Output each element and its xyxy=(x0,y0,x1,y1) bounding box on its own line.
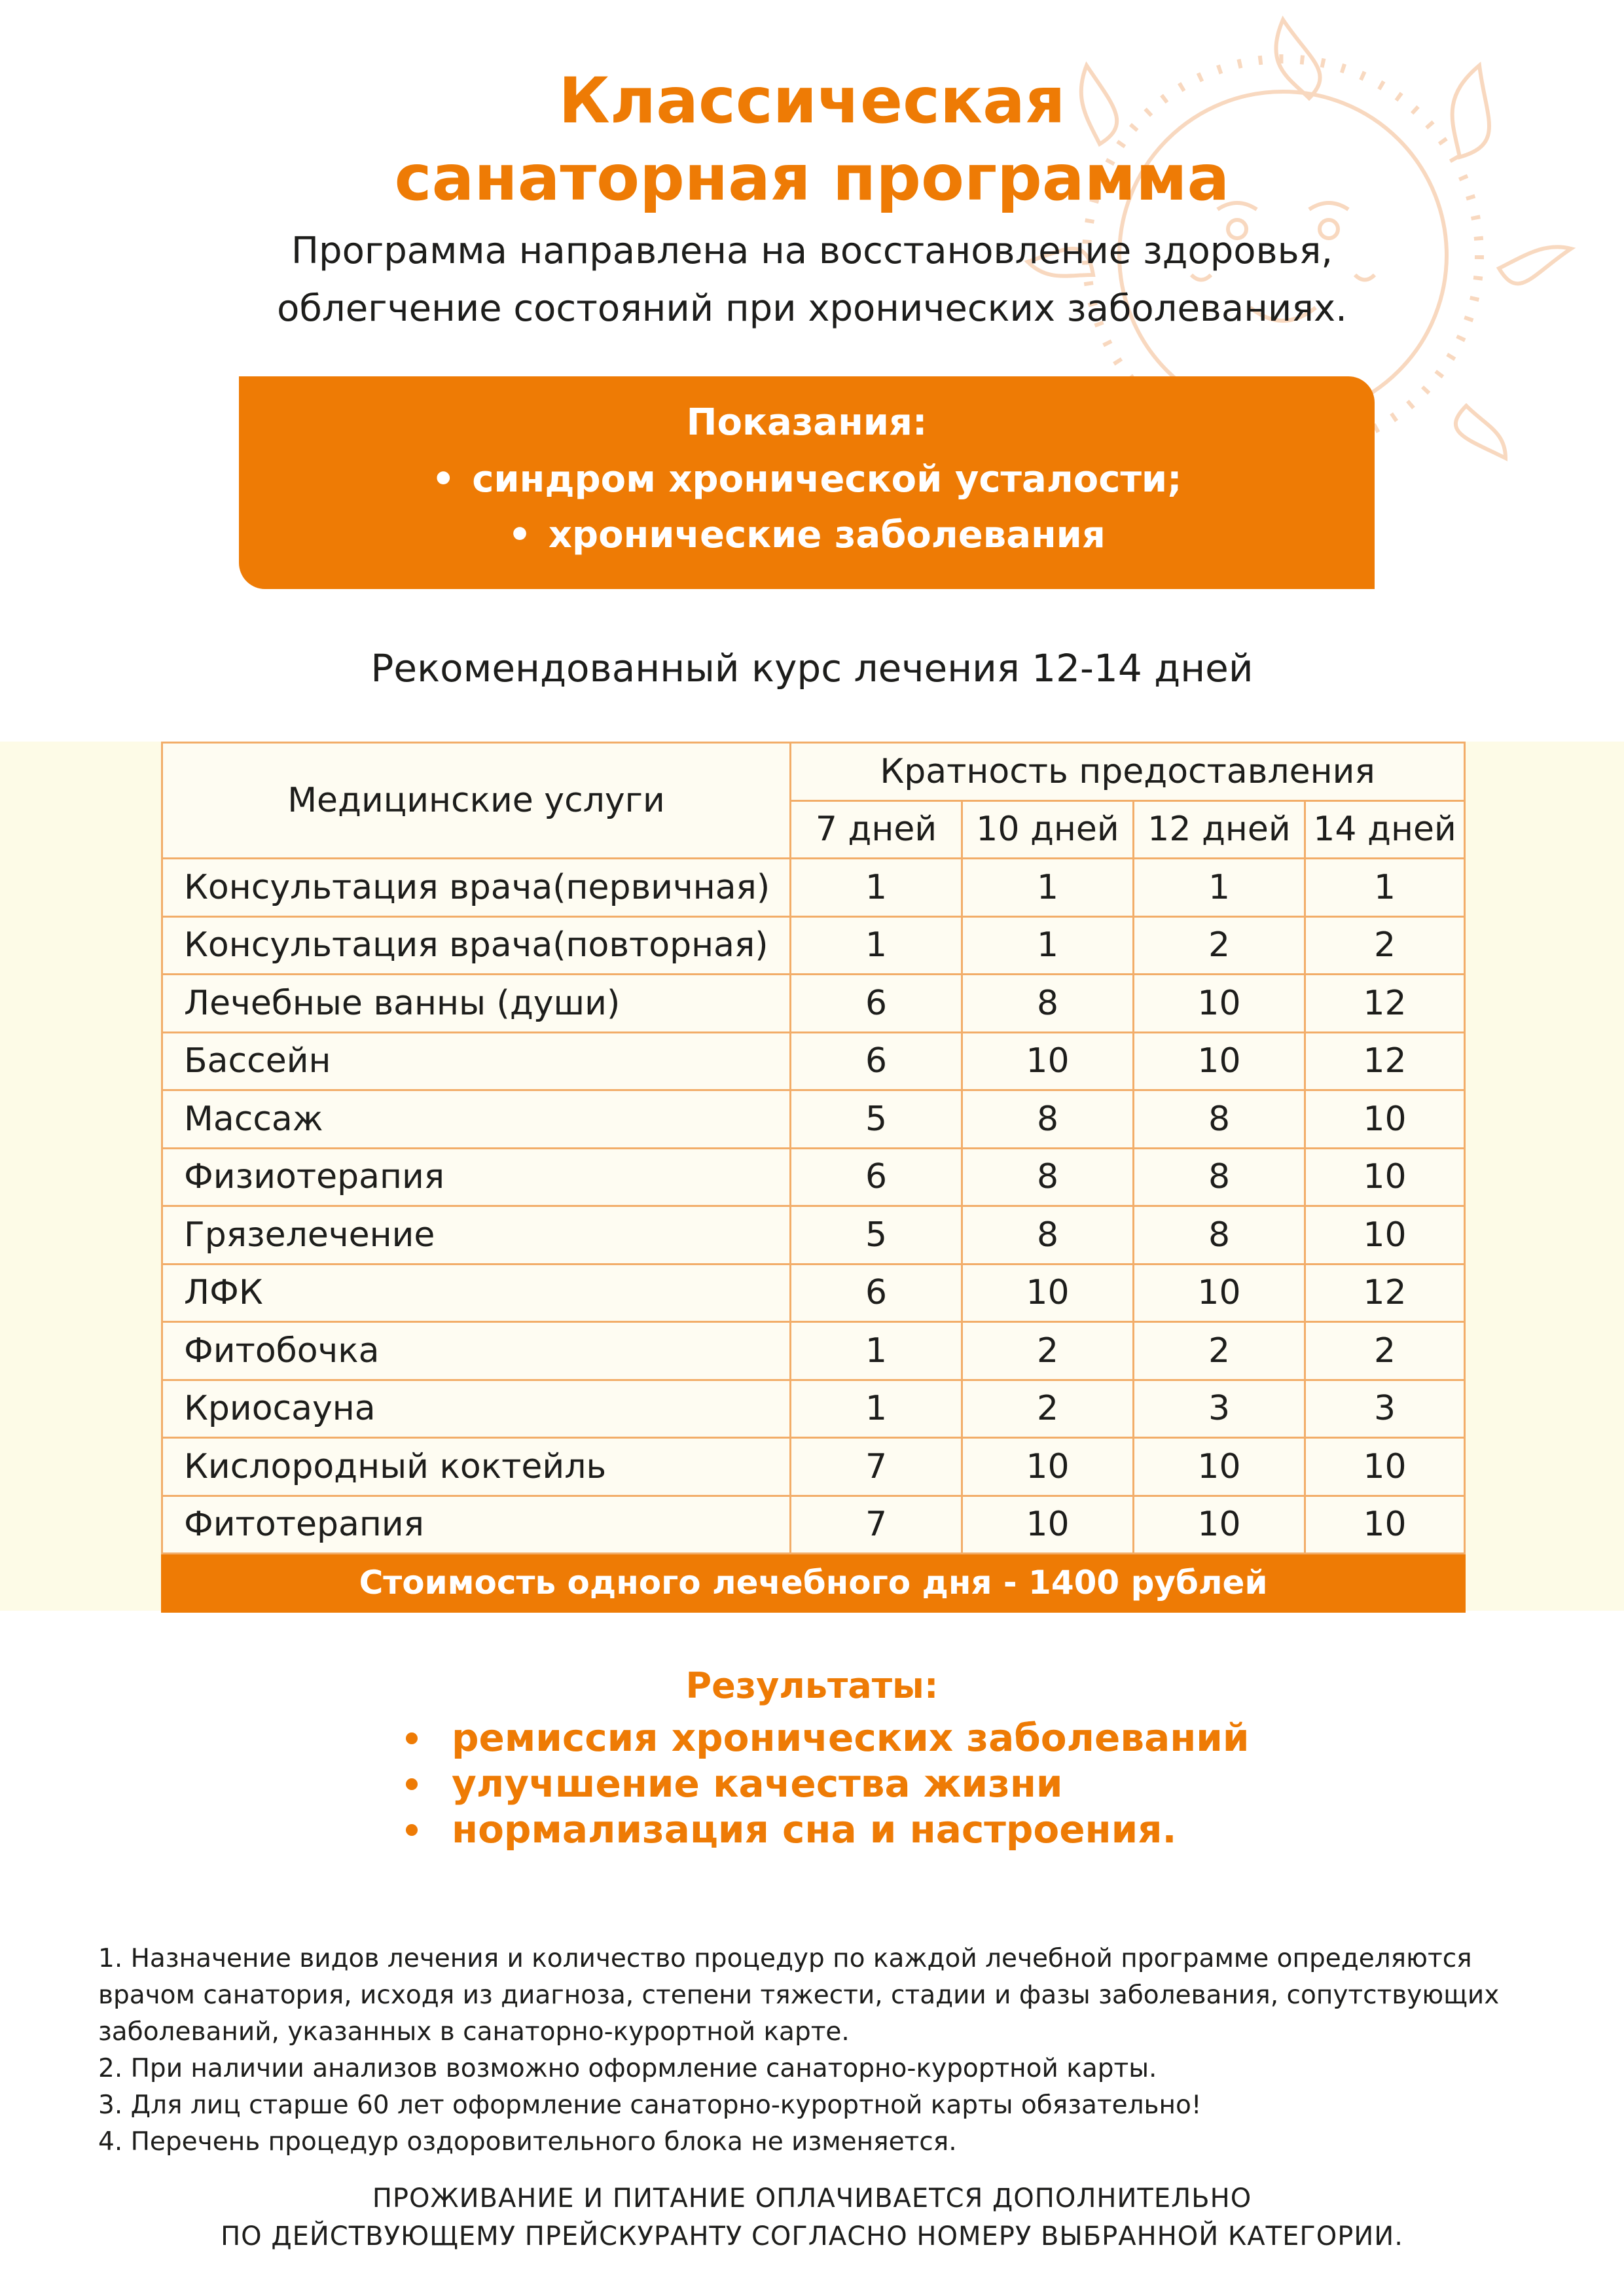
footnote: 4. Перечень процедур оздоровительного блока не изменяется. xyxy=(98,2127,957,2157)
bullet-icon: • xyxy=(508,514,532,556)
table-row xyxy=(162,1264,1465,1322)
recommended-course: Рекомендованный курс лечения 12-14 дней xyxy=(370,646,1254,691)
service-count: 12 xyxy=(1305,1264,1465,1322)
service-count: 12 xyxy=(1305,1032,1465,1090)
bullet-icon xyxy=(406,1824,418,1836)
service-count: 6 xyxy=(791,1032,962,1090)
service-name: Массаж xyxy=(162,1090,791,1149)
service-count: 8 xyxy=(1134,1206,1305,1265)
indications-panel xyxy=(239,376,1375,589)
bullet-icon: • xyxy=(431,458,456,501)
service-count: 8 xyxy=(962,1206,1134,1265)
service-count: 12 xyxy=(1305,975,1465,1033)
service-count: 10 xyxy=(1134,1032,1305,1090)
service-count: 10 xyxy=(1305,1206,1465,1265)
indication-item xyxy=(239,507,1375,563)
result-item xyxy=(406,1715,1250,1761)
service-count: 2 xyxy=(1134,1322,1305,1380)
service-count: 3 xyxy=(1134,1380,1305,1438)
footnote: 2. При наличии анализов возможно оформление санаторно-курортной карты. xyxy=(98,2054,1157,2083)
price-row xyxy=(162,1554,1465,1612)
table-row xyxy=(162,975,1465,1033)
frequency-column-header: Кратность предоставления xyxy=(791,743,1465,801)
service-count: 8 xyxy=(1134,1148,1305,1206)
service-count: 1 xyxy=(791,1380,962,1438)
service-count: 10 xyxy=(1305,1148,1465,1206)
period-header: 10 дней xyxy=(962,800,1134,859)
service-count: 2 xyxy=(1305,1322,1465,1380)
services-column-header: Медицинские услуги xyxy=(162,743,791,859)
result-item xyxy=(406,1761,1250,1806)
service-name: Фитотерапия xyxy=(162,1496,791,1554)
bullet-icon xyxy=(406,1778,418,1790)
service-name: Кислородный коктейль xyxy=(162,1438,791,1496)
service-count: 5 xyxy=(791,1206,962,1265)
service-count: 2 xyxy=(962,1380,1134,1438)
service-name: ЛФК xyxy=(162,1264,791,1322)
title-line-1: Классическая xyxy=(558,64,1066,137)
service-count: 8 xyxy=(962,1148,1134,1206)
program-description xyxy=(0,223,1624,338)
indication-item xyxy=(239,452,1375,507)
footnotes xyxy=(98,1941,1551,2161)
service-count: 10 xyxy=(962,1032,1134,1090)
service-count: 3 xyxy=(1305,1380,1465,1438)
indications-list xyxy=(239,452,1375,563)
service-count: 10 xyxy=(1134,1264,1305,1322)
table-row xyxy=(162,916,1465,975)
table-row xyxy=(162,859,1465,917)
indications-heading: Показания: xyxy=(686,401,928,444)
service-count: 10 xyxy=(962,1496,1134,1554)
service-count: 2 xyxy=(1134,916,1305,975)
service-name: Физиотерапия xyxy=(162,1148,791,1206)
service-name: Консультация врача(первичная) xyxy=(162,859,791,917)
service-count: 1 xyxy=(1134,859,1305,917)
service-count: 10 xyxy=(962,1438,1134,1496)
table-row xyxy=(162,1380,1465,1438)
service-name: Грязелечение xyxy=(162,1206,791,1265)
service-count: 8 xyxy=(962,1090,1134,1149)
service-count: 1 xyxy=(962,859,1134,917)
indication-text: синдром хронической усталости; xyxy=(472,458,1182,501)
period-header: 12 дней xyxy=(1134,800,1305,859)
service-count: 1 xyxy=(791,1322,962,1380)
daily-price: Стоимость одного лечебного дня - 1400 рублей xyxy=(162,1554,1465,1612)
service-count: 7 xyxy=(791,1438,962,1496)
indication-text: хронические заболевания xyxy=(548,514,1106,556)
description-line-2: облегчение состояний при хронических заболеваниях. xyxy=(277,287,1347,330)
service-name: Криосауна xyxy=(162,1380,791,1438)
service-count: 8 xyxy=(962,975,1134,1033)
results-list xyxy=(406,1715,1250,1852)
footnote: 1. Назначение видов лечения и количество процедур по каждой лечебной программе определяются врачом санатория, исходя из диагноза, степени тяжести, стадии и фазы заболевания, сопутствующих заболеваний, указанных в санаторно-курортной карте. xyxy=(98,1944,1500,2047)
description-line-1: Программа направлена на восстановление здоровья, xyxy=(291,230,1333,272)
table-row xyxy=(162,1496,1465,1554)
footnote: 3. Для лиц старше 60 лет оформление санаторно-курортной карты обязательно! xyxy=(98,2090,1202,2120)
service-count: 10 xyxy=(962,1264,1134,1322)
service-name: Бассейн xyxy=(162,1032,791,1090)
service-count: 1 xyxy=(1305,859,1465,917)
service-count: 8 xyxy=(1134,1090,1305,1149)
service-count: 10 xyxy=(1305,1496,1465,1554)
result-item xyxy=(406,1806,1250,1852)
service-name: Фитобочка xyxy=(162,1322,791,1380)
services-table xyxy=(161,742,1466,1613)
period-header: 14 дней xyxy=(1305,800,1465,859)
table-row xyxy=(162,1206,1465,1265)
result-text: нормализация сна и настроения. xyxy=(452,1807,1177,1852)
period-header: 7 дней xyxy=(791,800,962,859)
service-count: 2 xyxy=(1305,916,1465,975)
table-row xyxy=(162,1322,1465,1380)
notice-line-2: ПО ДЕЙСТВУЮЩЕМУ ПРЕЙСКУРАНТУ СОГЛАСНО НОМЕРУ ВЫБРАННОЙ КАТЕГОРИИ. xyxy=(221,2221,1403,2251)
service-count: 10 xyxy=(1305,1438,1465,1496)
service-count: 10 xyxy=(1305,1090,1465,1149)
service-count: 1 xyxy=(962,916,1134,975)
bullet-icon xyxy=(406,1732,418,1744)
service-count: 6 xyxy=(791,1264,962,1322)
service-count: 6 xyxy=(791,975,962,1033)
service-count: 10 xyxy=(1134,1438,1305,1496)
result-text: ремиссия хронических заболеваний xyxy=(452,1715,1250,1760)
service-count: 1 xyxy=(791,916,962,975)
results-heading: Результаты: xyxy=(685,1665,939,1706)
service-count: 1 xyxy=(791,859,962,917)
table-row xyxy=(162,1090,1465,1149)
service-name: Консультация врача(повторная) xyxy=(162,916,791,975)
accommodation-notice xyxy=(0,2179,1624,2255)
service-count: 5 xyxy=(791,1090,962,1149)
result-text: улучшение качества жизни xyxy=(452,1761,1063,1806)
table-row xyxy=(162,1438,1465,1496)
notice-line-1: ПРОЖИВАНИЕ И ПИТАНИЕ ОПЛАЧИВАЕТСЯ ДОПОЛНИТЕЛЬНО xyxy=(372,2183,1252,2214)
service-name: Лечебные ванны (души) xyxy=(162,975,791,1033)
table-row xyxy=(162,1148,1465,1206)
service-count: 10 xyxy=(1134,975,1305,1033)
service-count: 7 xyxy=(791,1496,962,1554)
title-line-2: санаторная программа xyxy=(394,141,1230,215)
page-title xyxy=(0,62,1624,217)
service-count: 2 xyxy=(962,1322,1134,1380)
service-count: 6 xyxy=(791,1148,962,1206)
table-row xyxy=(162,1032,1465,1090)
service-count: 10 xyxy=(1134,1496,1305,1554)
